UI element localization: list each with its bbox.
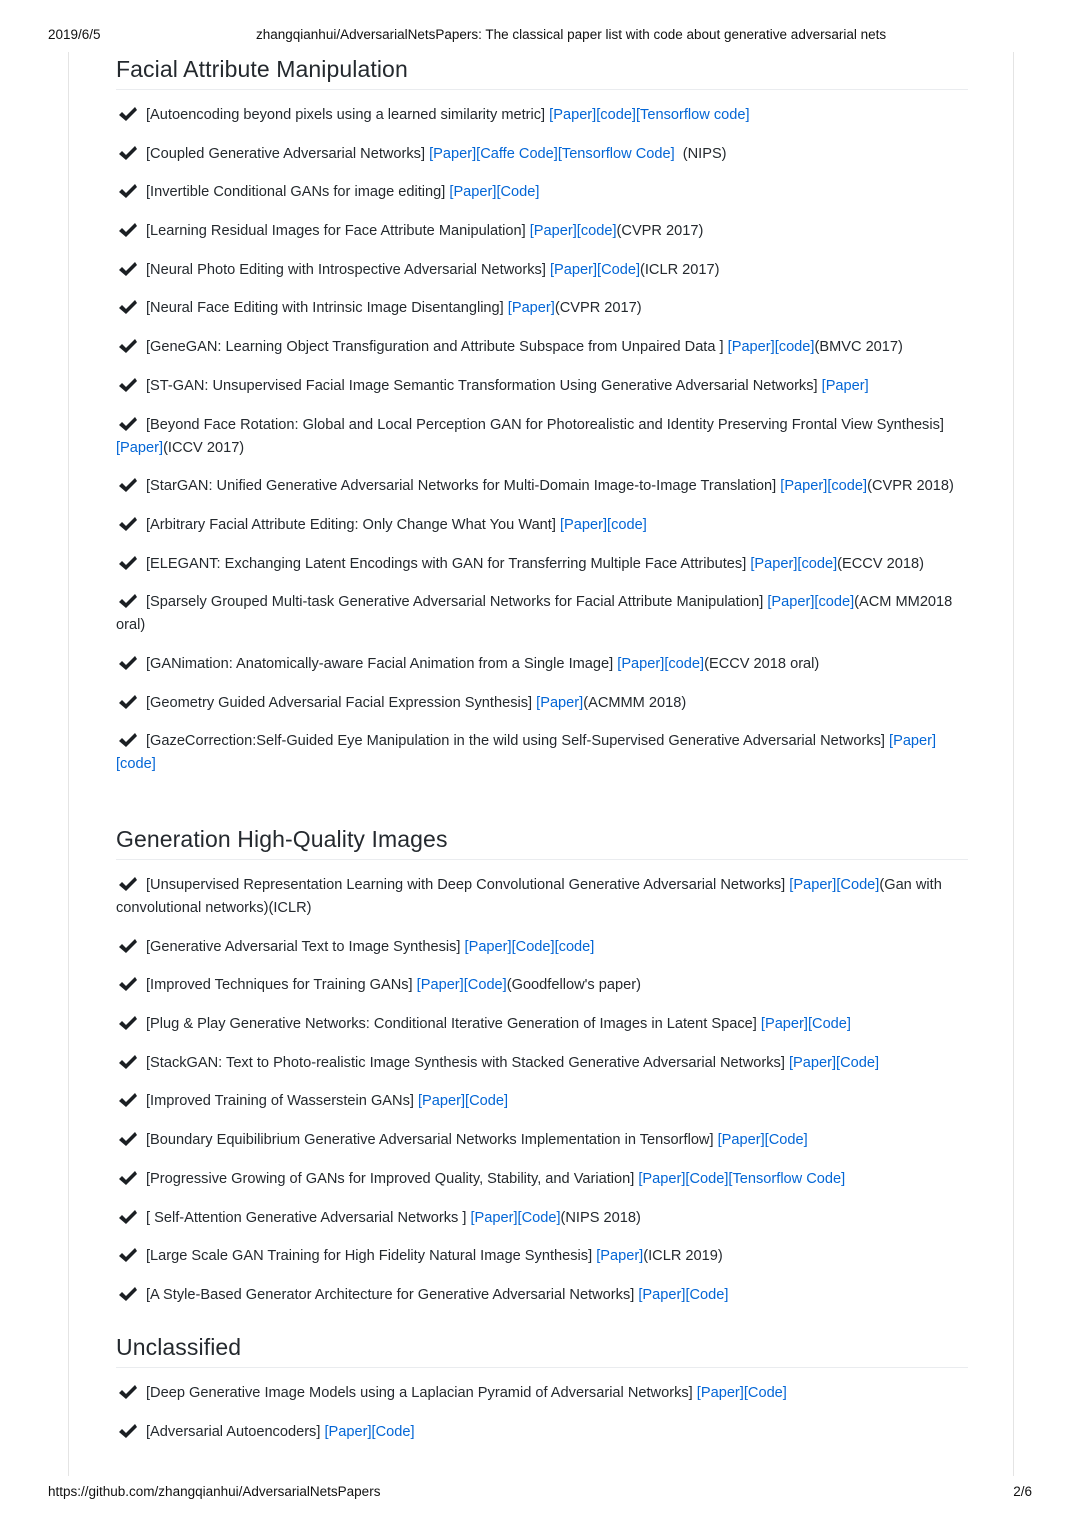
paper-title: [Adversarial Autoencoders]: [146, 1423, 321, 1440]
code-link[interactable]: [Code]: [685, 1286, 729, 1303]
code-link[interactable]: [code]: [576, 223, 617, 240]
paper-list-item: [116, 375, 968, 398]
venue-note: (CVPR 2017): [616, 223, 704, 240]
code-link[interactable]: [code]: [797, 555, 838, 572]
paper-link[interactable]: [Paper]: [116, 439, 164, 456]
venue-note: (Goodfellow's paper): [506, 977, 641, 994]
caffe-code-link[interactable]: [Caffe Code]: [476, 145, 558, 162]
paper-list-item: [116, 1168, 968, 1191]
paper-title: [GANimation: Anatomically-aware Facial Animation from a Single Image]: [146, 655, 614, 672]
checkmark-icon: [118, 1286, 138, 1302]
paper-list-item: [116, 336, 968, 359]
paper-list-item: [116, 1207, 968, 1230]
checkmark-icon: [118, 1015, 138, 1031]
paper-title: [Boundary Equibilibrium Generative Adversarial Networks Implementation in Tensorflow]: [146, 1132, 714, 1149]
section-heading: Unclassified: [116, 1334, 242, 1360]
code-link[interactable]: [Code]: [496, 184, 540, 201]
paper-title: [Coupled Generative Adversarial Networks]: [146, 145, 426, 162]
paper-title: [Autoencoding beyond pixels using a learned similarity metric]: [146, 107, 546, 123]
code-link[interactable]: [Code]: [511, 938, 555, 955]
paper-title: [A Style-Based Generator Architecture for Generative Adversarial Networks]: [146, 1286, 635, 1303]
paper-link[interactable]: [Paper]: [696, 1385, 744, 1401]
code-link[interactable]: [Code]: [685, 1170, 729, 1187]
paper-link[interactable]: [Paper]: [417, 1093, 466, 1110]
paper-list-item: [116, 874, 968, 920]
venue-note: (NIPS): [674, 145, 727, 162]
paper-link[interactable]: [Paper]: [727, 339, 775, 356]
paper-link[interactable]: [Paper]: [638, 1286, 686, 1303]
code-link[interactable]: [Code]: [517, 1209, 561, 1226]
paper-link[interactable]: [Paper]: [780, 478, 828, 495]
paper-title: [Plug & Play Generative Networks: Conditional Iterative Generation of Images in Latent Space]: [146, 1016, 757, 1033]
checkmark-icon: [118, 222, 138, 238]
code-link[interactable]: [code]: [664, 655, 705, 672]
venue-note: (CVPR 2018): [867, 478, 954, 495]
paper-list-item: [116, 692, 968, 715]
paper-list-item: [116, 1013, 968, 1036]
paper-list-item: [116, 514, 968, 537]
code-link[interactable]: [Code]: [371, 1423, 415, 1440]
checkmark-icon: [118, 655, 138, 671]
paper-title: [ST-GAN: Unsupervised Facial Image Semantic Transformation Using Generative Adversarial Networks]: [146, 377, 818, 394]
paper-link[interactable]: [Paper]: [449, 184, 497, 201]
paper-link[interactable]: [Paper]: [638, 1170, 686, 1187]
paper-title: [Sparsely Grouped Multi-task Generative Adversarial Networks for Facial Attribute Manipulation]: [146, 594, 764, 611]
print-page-number: 2/6: [1013, 1484, 1032, 1499]
paper-title: [StackGAN: Text to Photo-realistic Image Synthesis with Stacked Generative Adversarial Networks]: [146, 1054, 785, 1071]
checkmark-icon: [118, 1131, 138, 1147]
paper-link[interactable]: [Paper]: [559, 516, 608, 533]
code-link[interactable]: [Code]: [807, 1016, 851, 1033]
paper-list-item: [116, 730, 968, 776]
paper-title: [Progressive Growing of GANs for Improved Quality, Stability, and Variation]: [146, 1170, 635, 1187]
paper-title: [Learning Residual Images for Face Attribute Manipulation]: [146, 223, 526, 240]
code-link[interactable]: [Code]: [463, 977, 507, 994]
paper-title: [Arbitrary Facial Attribute Editing: Only Change What You Want]: [146, 516, 556, 533]
venue-note: (ICCV 2017): [163, 439, 245, 456]
venue-note: (BMVC 2017): [814, 339, 903, 356]
print-date: 2019/6/5: [48, 27, 101, 42]
paper-title: [Neural Face Editing with Intrinsic Image Disentangling]: [146, 300, 504, 317]
paper-list-item: [116, 1090, 968, 1113]
code-link[interactable]: [Code]: [465, 1093, 509, 1110]
code-link[interactable]: [Code]: [836, 1054, 880, 1071]
paper-title: [Improved Training of Wasserstein GANs]: [146, 1093, 414, 1110]
checkmark-icon: [118, 1170, 138, 1186]
paper-link[interactable]: [Paper]: [596, 1248, 644, 1265]
checkmark-icon: [118, 1384, 138, 1400]
paper-link[interactable]: [Paper]: [760, 1016, 808, 1033]
checkmark-icon: [118, 1054, 138, 1070]
code-link[interactable]: [Code]: [836, 877, 880, 893]
checkmark-icon: [118, 1209, 138, 1225]
venue-note: (ACMMM 2018): [583, 694, 687, 711]
code-link[interactable]: [code]: [596, 107, 636, 123]
checkmark-icon: [118, 516, 138, 532]
paper-list-item: [116, 297, 968, 320]
checkmark-icon: [118, 106, 138, 122]
checkmark-icon: [118, 732, 138, 748]
paper-list-item: [116, 104, 968, 127]
paper-list-item: [116, 1129, 968, 1152]
paper-list-item: [116, 1382, 968, 1405]
checkmark-icon: [118, 593, 138, 609]
paper-link[interactable]: [Paper]: [821, 377, 869, 394]
paper-title: [StarGAN: Unified Generative Adversarial Networks for Multi-Domain Image-to-Image Translation]: [146, 478, 777, 495]
code-link[interactable]: [code]: [116, 756, 156, 773]
paper-list-item: [116, 1421, 968, 1444]
paper-list-item: [116, 414, 968, 460]
paper-link[interactable]: [Paper]: [429, 145, 477, 162]
heading-divider: [116, 1367, 968, 1368]
checkmark-icon: [118, 1247, 138, 1263]
checkmark-icon: [118, 477, 138, 493]
checkmark-icon: [118, 377, 138, 393]
code-link[interactable]: [code]: [554, 938, 595, 955]
heading-divider: [116, 859, 968, 860]
venue-note: (ICLR 2017): [640, 261, 720, 278]
checkmark-icon: [118, 876, 138, 892]
paper-link[interactable]: [Paper]: [788, 1054, 837, 1071]
code-link[interactable]: [Code]: [743, 1385, 787, 1401]
code-link[interactable]: [code]: [827, 478, 868, 495]
paper-link[interactable]: [Paper]: [889, 733, 937, 750]
paper-link[interactable]: [Paper]: [750, 555, 798, 572]
paper-link[interactable]: [Paper]: [464, 938, 512, 955]
checkmark-icon: [118, 299, 138, 315]
paper-link[interactable]: [Paper]: [470, 1209, 518, 1226]
venue-note: (ICLR 2019): [643, 1248, 723, 1265]
paper-link[interactable]: [Paper]: [789, 877, 837, 893]
paper-link[interactable]: [Paper]: [416, 977, 464, 994]
paper-title: [Deep Generative Image Models using a Laplacian Pyramid of Adversarial Networks]: [146, 1385, 693, 1401]
code-link[interactable]: [Code]: [597, 261, 641, 278]
paper-list-item: [116, 653, 968, 676]
paper-list-item: [116, 936, 968, 959]
print-page-title: zhangqianhui/AdversarialNetsPapers: The classical paper list with code about generative adversarial nets: [256, 27, 887, 42]
venue-note: (NIPS 2018): [560, 1209, 641, 1226]
page-border-right: [1013, 52, 1014, 1476]
checkmark-icon: [118, 938, 138, 954]
section-generation-high-quality-images: [116, 825, 968, 1323]
paper-title: [Improved Techniques for Training GANs]: [146, 977, 413, 994]
paper-list-item: [116, 553, 968, 576]
paper-list-item: [116, 1284, 968, 1307]
code-link[interactable]: [Code]: [764, 1132, 808, 1149]
paper-link[interactable]: [Paper]: [324, 1423, 372, 1440]
paper-title: [GazeCorrection:Self-Guided Eye Manipulation in the wild using Self-Supervised Generative Adversarial Networks]: [146, 733, 885, 750]
tensorflow-code-link[interactable]: [Tensorflow code]: [636, 107, 750, 123]
section-facial-attribute-manipulation: [116, 55, 968, 792]
checkmark-icon: [118, 555, 138, 571]
paper-link[interactable]: [Paper]: [507, 300, 555, 317]
paper-title: [Unsupervised Representation Learning with Deep Convolutional Generative Adversarial Networks]: [146, 877, 786, 893]
checkmark-icon: [118, 145, 138, 161]
paper-title: [Invertible Conditional GANs for image editing]: [146, 184, 446, 201]
checkmark-icon: [118, 694, 138, 710]
paper-link[interactable]: [Paper]: [767, 594, 815, 611]
paper-list-item: [116, 591, 968, 637]
checkmark-icon: [118, 976, 138, 992]
heading-divider: [116, 89, 968, 90]
paper-link[interactable]: [Paper]: [529, 223, 577, 240]
paper-title: [Large Scale GAN Training for High Fidelity Natural Image Synthesis]: [146, 1248, 593, 1265]
paper-title: [Generative Adversarial Text to Image Synthesis]: [146, 938, 461, 955]
section-heading: Facial Attribute Manipulation: [116, 56, 408, 82]
paper-list-item: [116, 220, 968, 243]
paper-list-item: [116, 143, 968, 166]
paper-link[interactable]: [Paper]: [549, 261, 598, 278]
venue-note: (CVPR 2017): [554, 300, 642, 317]
checkmark-icon: [118, 183, 138, 199]
paper-title: [ Self-Attention Generative Adversarial Networks ]: [146, 1209, 467, 1226]
paper-title: [Beyond Face Rotation: Global and Local Perception GAN for Photorealistic and Identity Preserving Frontal View Synthesis]: [146, 416, 944, 433]
section-unclassified: [116, 1333, 968, 1459]
paper-list-item: [116, 974, 968, 997]
paper-title: [Neural Photo Editing with Introspective Adversarial Networks]: [146, 261, 546, 278]
paper-list-item: [116, 475, 968, 498]
section-heading: Generation High-Quality Images: [116, 826, 448, 852]
checkmark-icon: [118, 261, 138, 277]
paper-title: [Geometry Guided Adversarial Facial Expression Synthesis]: [146, 694, 533, 711]
code-link[interactable]: [code]: [774, 339, 815, 356]
checkmark-icon: [118, 416, 138, 432]
venue-note: (ECCV 2018): [837, 555, 924, 572]
checkmark-icon: [118, 1092, 138, 1108]
tensorflow-code-link[interactable]: [Tensorflow Code]: [728, 1170, 846, 1187]
paper-link[interactable]: [Paper]: [617, 655, 665, 672]
paper-list-item: [116, 259, 968, 282]
code-link[interactable]: [code]: [607, 516, 647, 533]
paper-link[interactable]: [Paper]: [536, 694, 584, 711]
page-border-left: [68, 52, 69, 1476]
print-url: https://github.com/zhangqianhui/AdversarialNetsPapers: [48, 1484, 381, 1499]
checkmark-icon: [118, 338, 138, 354]
code-link[interactable]: [code]: [814, 594, 855, 611]
venue-note: (ECCV 2018 oral): [704, 655, 820, 672]
paper-title: [GeneGAN: Learning Object Transfiguration and Attribute Subspace from Unpaired Data ]: [146, 339, 724, 356]
venue-note: (Gan with convolutional networks)(ICLR): [116, 877, 946, 916]
paper-list-item: [116, 181, 968, 204]
paper-list-item: [116, 1052, 968, 1075]
venue-note: (ACM MM2018 oral): [116, 594, 957, 634]
paper-link[interactable]: [Paper]: [717, 1132, 765, 1149]
checkmark-icon: [118, 1423, 138, 1439]
tensorflow-code-link[interactable]: [Tensorflow Code]: [557, 145, 675, 162]
paper-list-item: [116, 1245, 968, 1268]
paper-link[interactable]: [Paper]: [549, 107, 597, 123]
paper-title: [ELEGANT: Exchanging Latent Encodings with GAN for Transferring Multiple Face Attributes]: [146, 555, 747, 572]
